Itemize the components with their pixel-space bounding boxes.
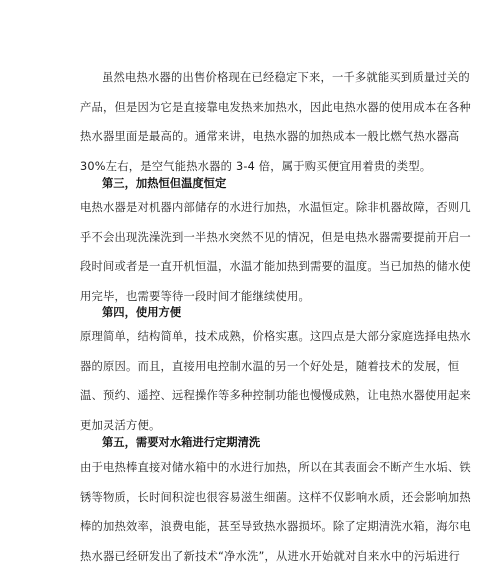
text-line: 电热水器是对机器内部储存的水进行加热，水温恒定。除非机器故障，否则几 <box>80 193 425 223</box>
text-line: 棒的加热效率，浪费电能，甚至导致热水器损坏。除了定期清洗水箱，海尔电 <box>80 512 425 542</box>
text-line: 热水器已经研发出了新技术“净水洗”，从进水开始就对自来水中的污垢进行 <box>80 542 425 571</box>
text-line: 虽然电热水器的出售价格现在已经稳定下来，一千多就能买到质量过关的 <box>80 63 425 93</box>
text-line: 热水器里面是最高的。通常来讲，电热水器的加热成本一般比燃气热水器高 <box>80 122 425 152</box>
section-heading-fourth: 第四，使用方便 <box>102 303 181 323</box>
text-line: 锈等物质，长时间积淀也很容易滋生细菌。这样不仅影响水质，还会影响加热 <box>80 483 425 513</box>
text-line: 段时间或者是一直开机恒温，水温才能加热到需要的温度。当已加热的储水使 <box>80 252 425 282</box>
text-line: 30%左右，是空气能热水器的 3-4 倍，属于购买便宜用着贵的类型。 <box>80 152 425 182</box>
text-line: 由于电热棒直接对储水箱中的水进行加热，所以在其表面会不断产生水垢、铁 <box>80 453 425 483</box>
text-line: 温、预约、遥控、远程操作等多种控制功能也慢慢成熟，让电热水器使用起来 <box>80 381 425 411</box>
section-heading-third: 第三，加热恒但温度恒定 <box>102 174 226 194</box>
text-line: 原理简单，结构简单，技术成熟，价格实惠。这四点是大部分家庭选择电热水 <box>80 322 425 352</box>
section-heading-fifth: 第五，需要对水箱进行定期清洗 <box>102 433 260 453</box>
text-line: 乎不会出现洗澡洗到一半热水突然不见的情况，但是电热水器需要提前开启一 <box>80 223 425 253</box>
paragraph-constant-temperature <box>80 193 425 311</box>
text-line: 用完毕，也需要等待一段时间才能继续使用。 <box>80 282 425 312</box>
paragraph-convenience <box>80 322 425 440</box>
text-line: 器的原因。而且，直接用电控制水温的另一个好处是，随着技术的发展，恒 <box>80 352 425 382</box>
text-line: 产品，但是因为它是直接靠电发热来加热水，因此电热水器的使用成本在各种 <box>80 93 425 123</box>
text-line: 更加灵活方便。 <box>80 411 425 441</box>
paragraph-cost <box>80 63 425 181</box>
paragraph-tank-cleaning <box>80 453 425 571</box>
